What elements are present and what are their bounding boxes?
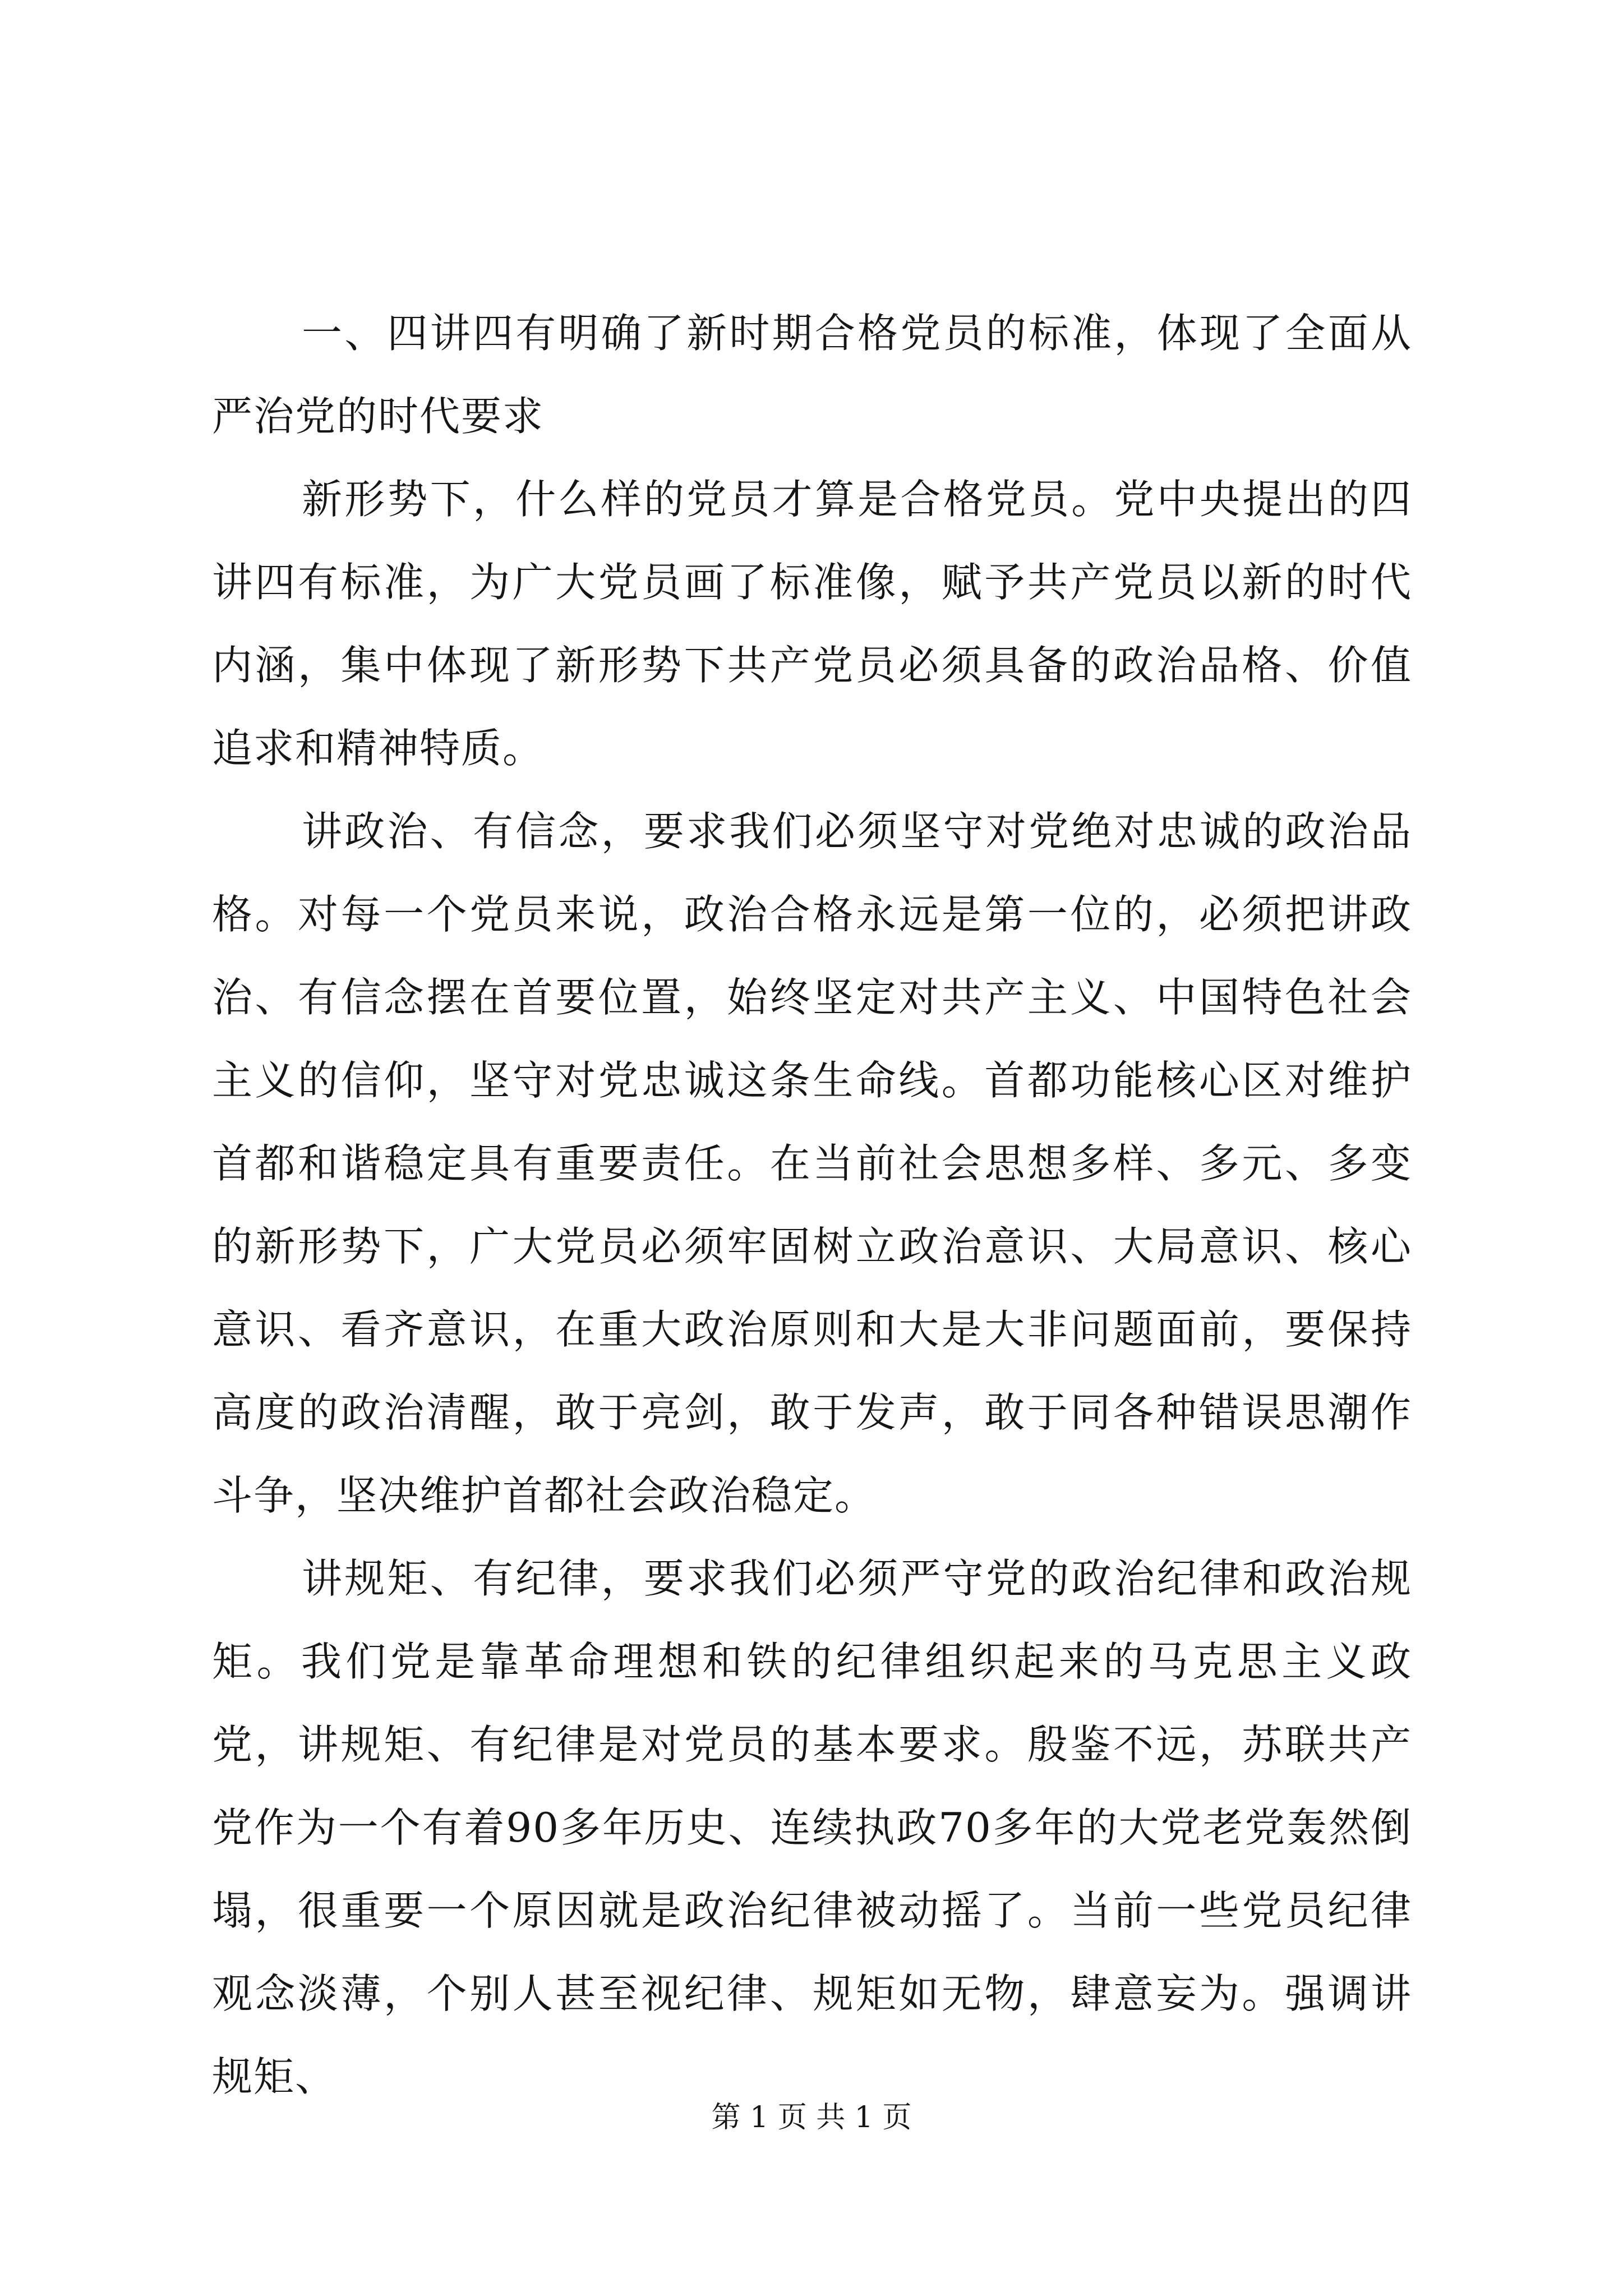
paragraph: 讲规矩、有纪律，要求我们必须严守党的政治纪律和政治规矩。我们党是靠革命理想和铁的纪律组织起来的马克思主义政党，讲规矩、有纪律是对党员的基本要求。殷鉴不远，苏联共产党作为一个有着90多年历史、连续执政70多年的大党老党轰然倒塌，很重要一个原因就是政治纪律被动摇了。当前一些党员纪律观念淡薄，个别人甚至视纪律、规矩如无物，肆意妄为。强调讲规矩、 — [212, 1555, 1412, 2100]
paragraph: 讲政治、有信念，要求我们必须坚守对党绝对忠诚的政治品格。对每一个党员来说，政治合格永远是第一位的，必须把讲政治、有信念摆在首要位置，始终坚定对共产主义、中国特色社会主义的信仰，坚守对党忠诚这条生命线。首都功能核心区对维护首都和谐稳定具有重要责任。在当前社会思想多样、多元、多变的新形势下，广大党员必须牢固树立政治意识、大局意识、核心意识、看齐意识，在重大政治原则和大是大非问题面前，要保持高度的政治清醒，敢于亮剑，敢于发声，敢于同各种错误思潮作斗争，坚决维护首都社会政治稳定。 — [212, 808, 1412, 1519]
paragraph-heading: 一、四讲四有明确了新时期合格党员的标准，体现了全面从严治党的时代要求 — [212, 310, 1412, 440]
paragraph: 新形势下，什么样的党员才算是合格党员。党中央提出的四讲四有标准，为广大党员画了标准像，赋予共产党员以新的时代内涵，集中体现了新形势下共产党员必须具备的政治品格、价值追求和精神特质。 — [212, 476, 1412, 772]
page-footer: 第 1 页 共 1 页 — [711, 2101, 912, 2134]
document-body — [212, 292, 1412, 2118]
